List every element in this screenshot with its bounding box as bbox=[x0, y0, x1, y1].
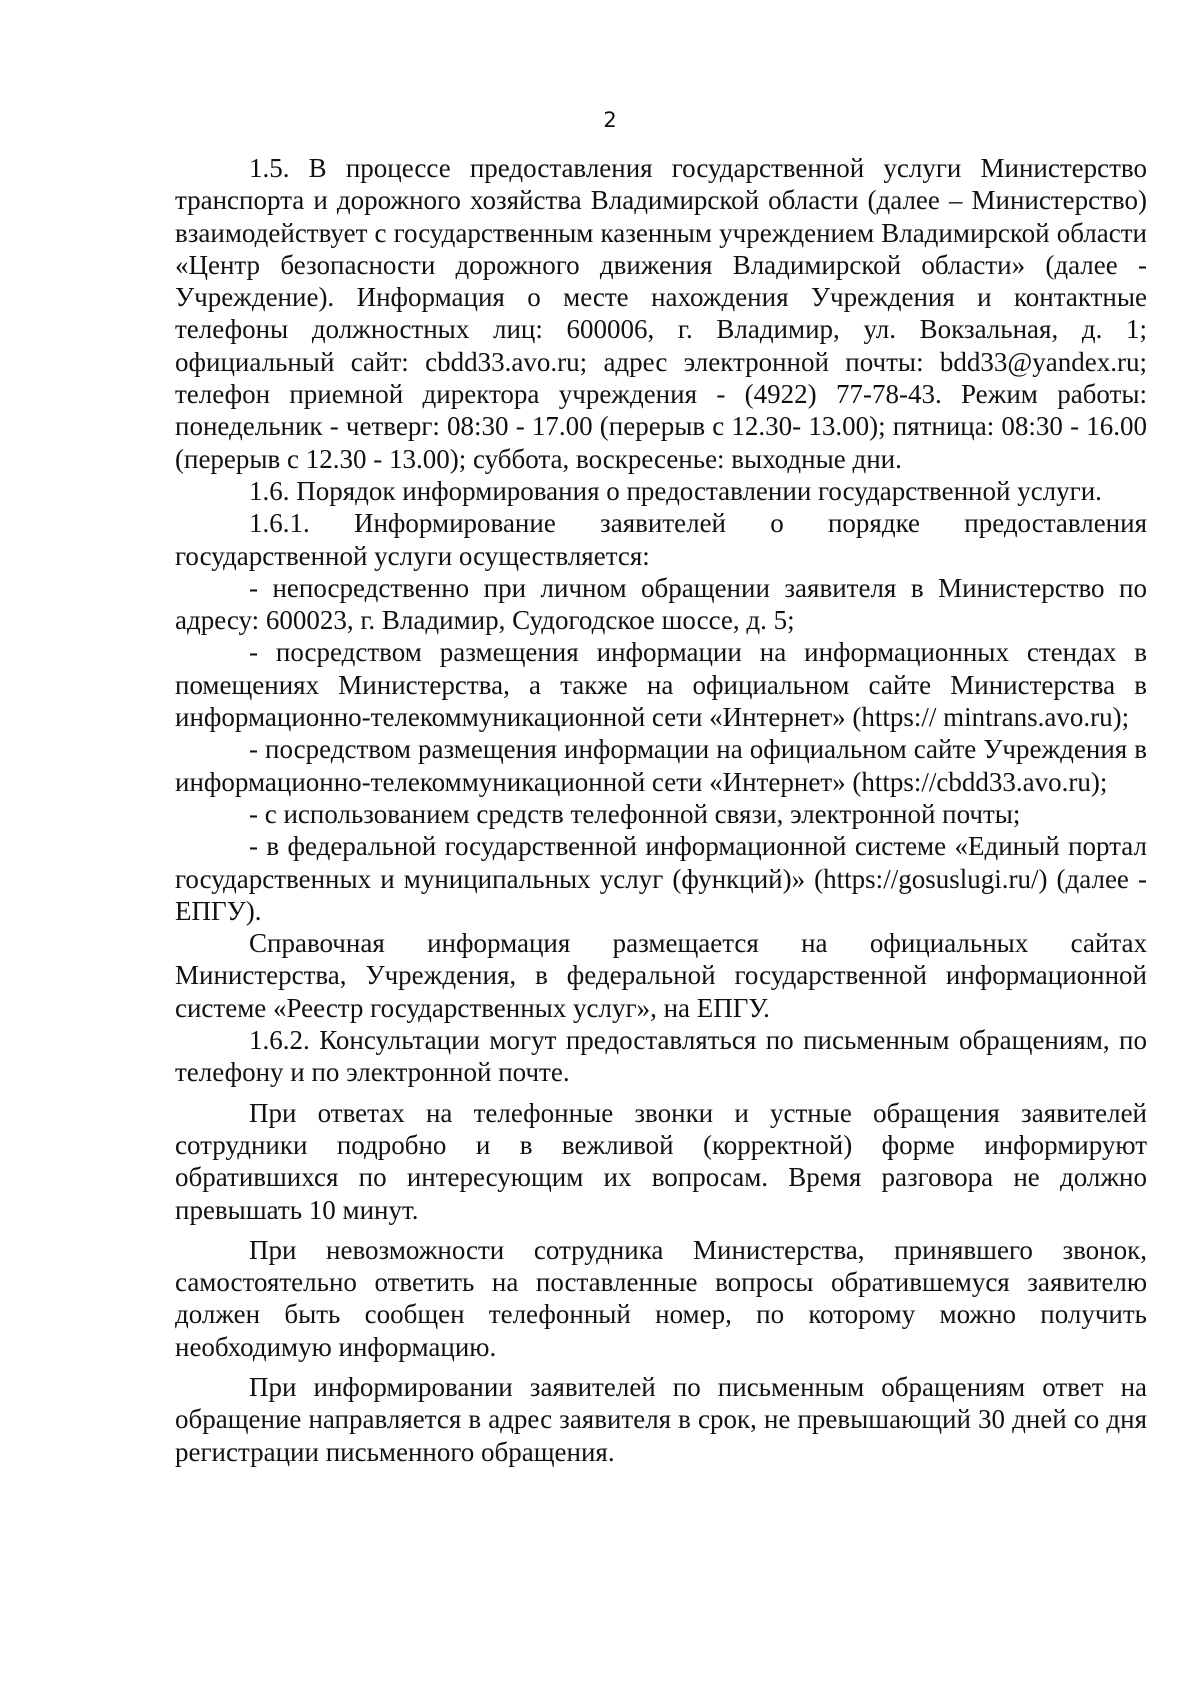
list-item-institution-site: - посредством размещения информации на официальном сайте Учреждения в информационно-телекоммуникационной сети «Интернет» (https://cbdd33.avo.ru); bbox=[175, 734, 1147, 797]
paragraph-1-5: 1.5. В процессе предоставления государственной услуги Министерство транспорта и дорожного хозяйства Владимирской области (далее – Министерство) взаимодействует с государственным казенным учреждением Владимирской области «Центр безопасности дорожного движения Владимирской области» (далее - Учреждение). Информация о месте нахождения Учреждения и контактные телефоны должностных лиц: 600006, г. Владимир, ул. Вокзальная, д. 1; официальный сайт: cbdd33.avo.ru; адрес электронной почты: bdd33@yandex.ru; телефон приемной директора учреждения - (4922) 77-78-43. Режим работы: понедельник - четверг: 08:30 - 17.00 (перерыв с 12.30- 13.00); пятница: 08:30 - 16.00 (перерыв с 12.30 - 13.00); суббота, воскресенье: выходные дни. bbox=[175, 153, 1147, 474]
list-item-ministry-visit: - непосредственно при личном обращении заявителя в Министерство по адресу: 600023, г. Владимир, Судогодское шоссе, д. 5; bbox=[175, 572, 1147, 636]
paragraph-written-requests: При информировании заявителей по письменным обращениям ответ на обращение направляется в адрес заявителя в срок, не превышающий 30 дней со дня регистрации письменного обращения. bbox=[175, 1371, 1147, 1467]
list-item-phone-email: - с использованием средств телефонной связи, электронной почты; bbox=[249, 798, 1021, 829]
document-body bbox=[175, 152, 1147, 1468]
page-number: 2 bbox=[603, 108, 617, 132]
paragraph-reference-info: Справочная информация размещается на официальных сайтах Министерства, Учреждения, в федеральной государственной информационной системе «Реестр государственных услуг», на ЕПГУ. bbox=[175, 928, 1147, 1023]
list-item-epgu: - в федеральной государственной информационной системе «Единый портал государственных и муниципальных услуг (функций)» (https://gosuslugi.ru/) (далее - ЕПГУ). bbox=[175, 831, 1147, 926]
paragraph-cannot-answer: При невозможности сотрудника Министерства, принявшего звонок, самостоятельно ответить на поставленные вопросы обратившемуся заявителю должен быть сообщен телефонный номер, по которому можно получить необходимую информацию. bbox=[175, 1234, 1147, 1362]
paragraph-phone-answers: При ответах на телефонные звонки и устные обращения заявителей сотрудники подробно и в вежливой (корректной) форме информируют обратившихся по интересующим их вопросам. Время разговора не должно превышать 10 минут. bbox=[175, 1097, 1147, 1225]
paragraph-1-6: 1.6. Порядок информирования о предоставлении государственной услуги. bbox=[249, 475, 1102, 506]
list-item-ministry-site: - посредством размещения информации на информационных стендах в помещениях Министерства, а также на официальном сайте Министерства в информационно-телекоммуникационной сети «Интернет» (https:// mintrans.avo.ru); bbox=[175, 637, 1147, 733]
paragraph-1-6-2: 1.6.2. Консультации могут предоставляться по письменным обращениям, по телефону и по электронной почте. bbox=[175, 1025, 1147, 1088]
paragraph-1-6-1: 1.6.1. Информирование заявителей о порядке предоставления государственной услуги осуществляется: bbox=[175, 508, 1147, 571]
